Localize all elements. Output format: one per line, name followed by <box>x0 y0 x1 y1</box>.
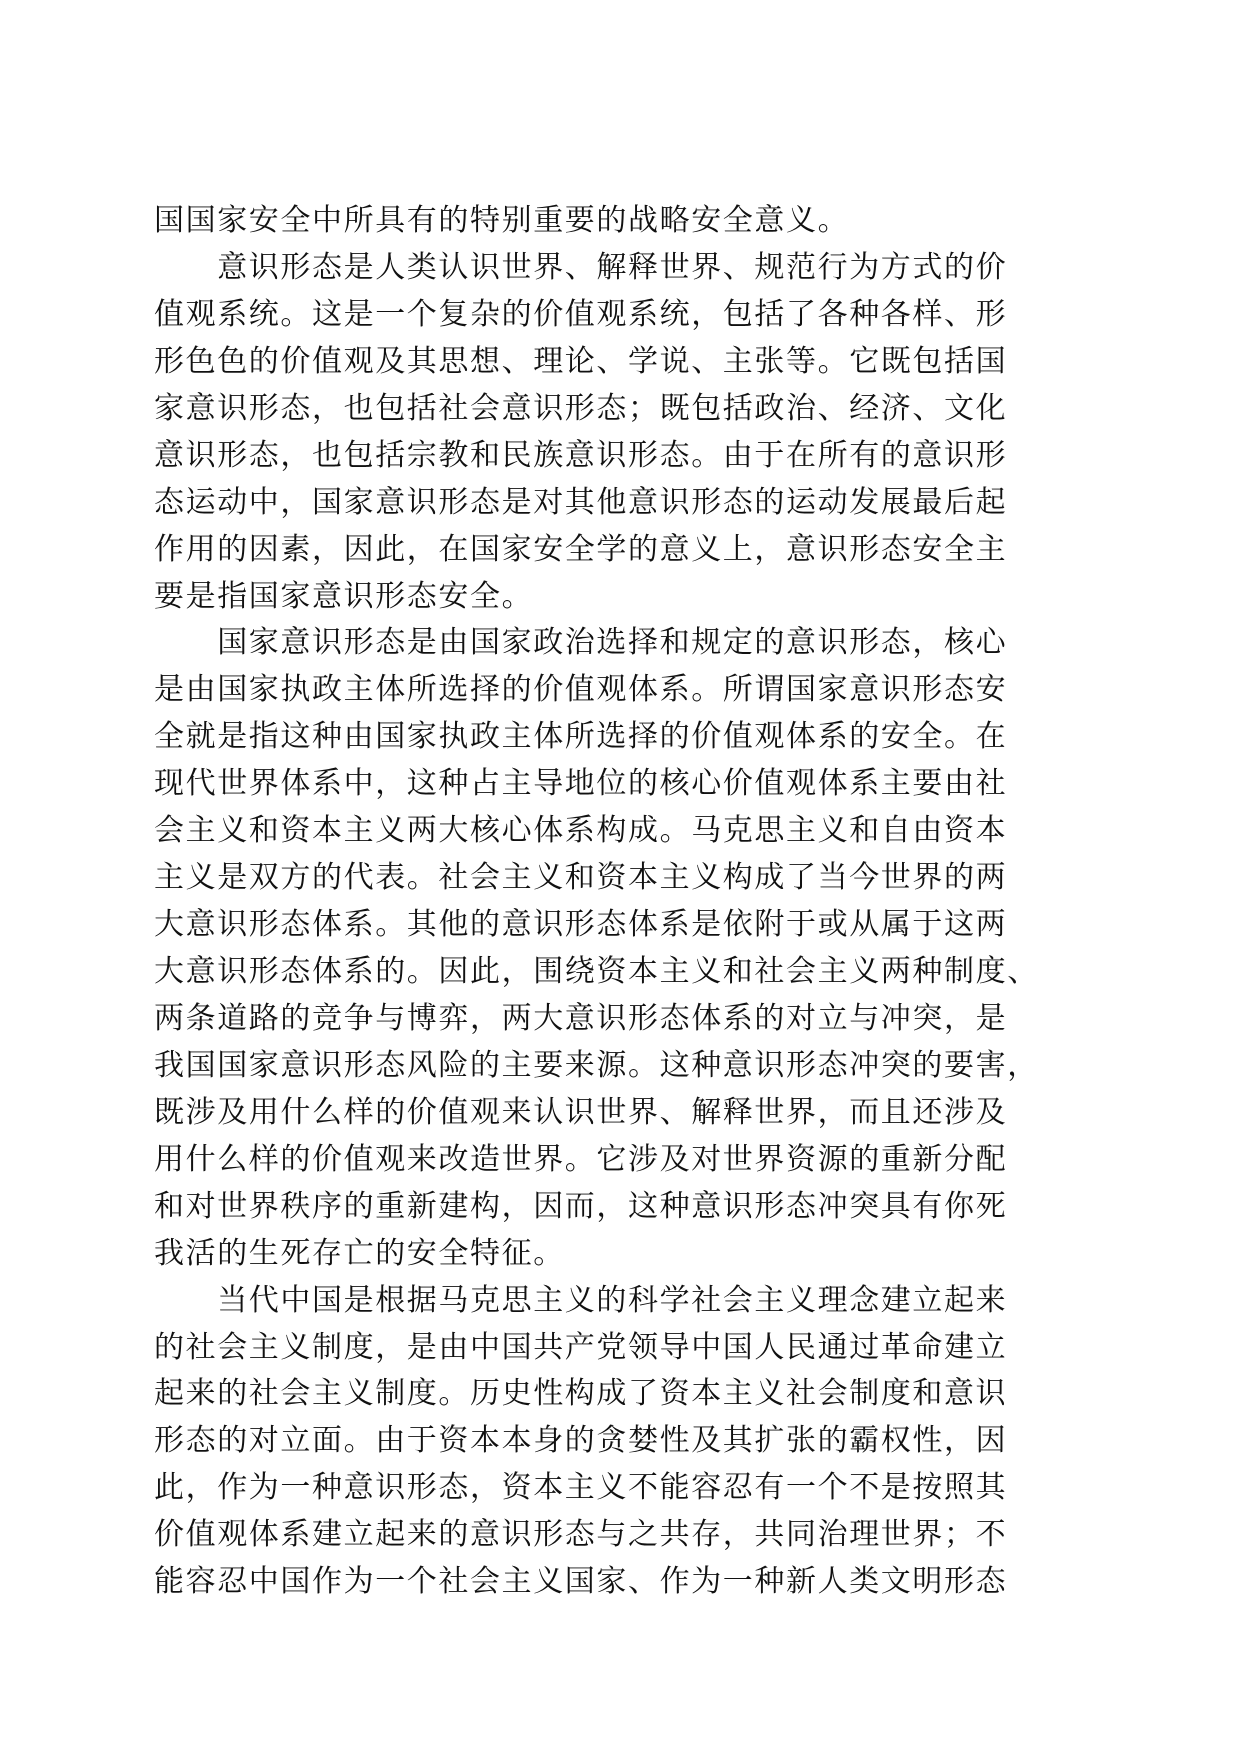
text-line: 和对世界秩序的重新建构，因而，这种意识形态冲突具有你死 <box>154 1188 1008 1224</box>
text-line: 是由国家执政主体所选择的价值观体系。所谓国家意识形态安 <box>154 672 1008 708</box>
text-line: 意识形态是人类认识世界、解释世界、规范行为方式的价 <box>154 249 1008 285</box>
text-line: 我国国家意识形态风险的主要来源。这种意识形态冲突的要害， <box>154 1047 1039 1083</box>
text-line: 要是指国家意识形态安全。 <box>154 578 534 614</box>
text-line: 国国家安全中所具有的特别重要的战略安全意义。 <box>154 203 850 238</box>
text-line: 会主义和资本主义两大核心体系构成。马克思主义和自由资本 <box>154 813 1008 849</box>
text-line: 两条道路的竞争与博弈，两大意识形态体系的对立与冲突，是 <box>154 1000 1008 1036</box>
text-line: 大意识形态体系的。因此，围绕资本主义和社会主义两种制度、 <box>154 954 1039 989</box>
text-line: 现代世界体系中，这种占主导地位的核心价值观体系主要由社 <box>154 766 1008 802</box>
text-line: 大意识形态体系。其他的意识形态体系是依附于或从属于这两 <box>154 907 1008 943</box>
text-line: 国家意识形态是由国家政治选择和规定的意识形态，核心 <box>154 625 1008 661</box>
text-line: 用什么样的价值观来改造世界。它涉及对世界资源的重新分配 <box>154 1141 1008 1177</box>
text-line: 态运动中，国家意识形态是对其他意识形态的运动发展最后起 <box>154 484 1008 520</box>
text-line: 起来的社会主义制度。历史性构成了资本主义社会制度和意识 <box>154 1376 1008 1412</box>
text-line: 当代中国是根据马克思主义的科学社会主义理念建立起来 <box>154 1282 1008 1318</box>
text-line: 意识形态，也包括宗教和民族意识形态。由于在所有的意识形 <box>154 437 1008 473</box>
text-line: 我活的生死存亡的安全特征。 <box>154 1235 565 1271</box>
text-line: 既涉及用什么样的价值观来认识世界、解释世界，而且还涉及 <box>154 1094 1008 1130</box>
text-line: 作用的因素，因此，在国家安全学的意义上，意识形态安全主 <box>154 531 1008 567</box>
text-line: 此，作为一种意识形态，资本主义不能容忍有一个不是按照其 <box>154 1470 1008 1506</box>
text-line: 家意识形态，也包括社会意识形态；既包括政治、经济、文化 <box>154 390 1008 426</box>
text-line: 值观系统。这是一个复杂的价值观系统，包括了各种各样、形 <box>154 296 1008 332</box>
text-line: 全就是指这种由国家执政主体所选择的价值观体系的安全。在 <box>154 719 1008 755</box>
text-line: 主义是双方的代表。社会主义和资本主义构成了当今世界的两 <box>154 860 1008 896</box>
body-text <box>154 198 1084 1606</box>
text-line: 的社会主义制度，是由中国共产党领导中国人民通过革命建立 <box>154 1329 1008 1365</box>
text-line: 能容忍中国作为一个社会主义国家、作为一种新人类文明形态 <box>154 1564 1008 1600</box>
text-line: 价值观体系建立起来的意识形态与之共存，共同治理世界；不 <box>154 1517 1008 1553</box>
text-line: 形色色的价值观及其思想、理论、学说、主张等。它既包括国 <box>154 343 1008 379</box>
text-line: 形态的对立面。由于资本本身的贪婪性及其扩张的霸权性，因 <box>154 1423 1008 1459</box>
